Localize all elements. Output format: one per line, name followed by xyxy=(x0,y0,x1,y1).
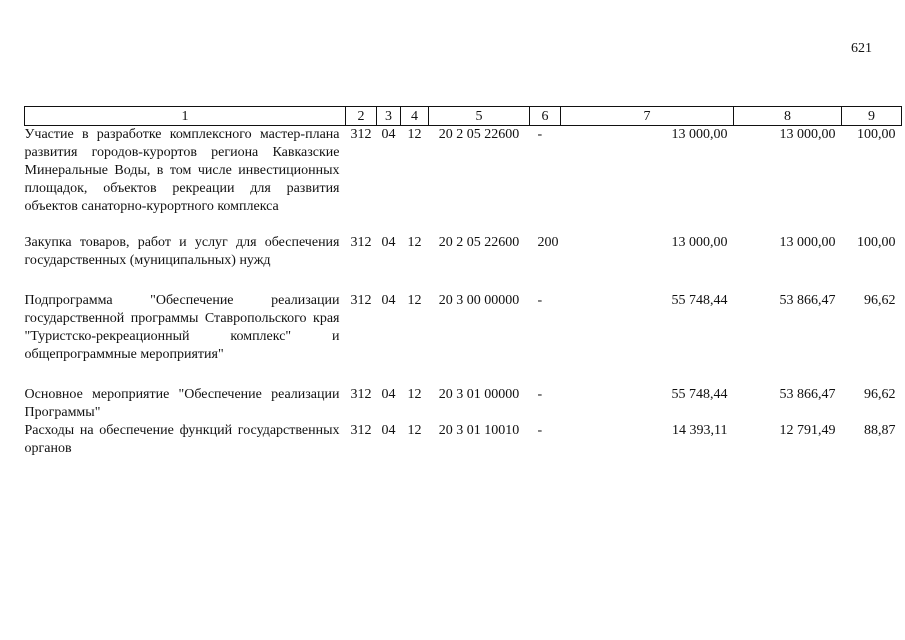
cell-c5: 20 2 05 22600 xyxy=(438,127,520,142)
cell-c8: 13 000,00 xyxy=(779,235,836,250)
row-name: Закупка товаров, работ и услуг для обеспечения государственных (муниципальных) нужд xyxy=(24,235,340,268)
page-number: 621 xyxy=(851,41,872,56)
cell-c7: 55 748,44 xyxy=(671,387,728,402)
cell-c2: 312 xyxy=(350,127,372,142)
cell-c4: 12 xyxy=(407,127,422,142)
header-row xyxy=(25,107,902,126)
cell-c7: 13 000,00 xyxy=(671,235,728,250)
column-header: 6 xyxy=(530,107,561,126)
column-header: 4 xyxy=(401,107,429,126)
table-row xyxy=(25,234,902,270)
cell-c3: 04 xyxy=(381,235,396,250)
row-name: Основное мероприятие "Обеспечение реализации Программы" xyxy=(24,387,340,420)
cell-c9: 100,00 xyxy=(857,127,896,142)
cell-c4: 12 xyxy=(407,423,422,438)
cell-c7: 13 000,00 xyxy=(671,127,728,142)
cell-c9: 100,00 xyxy=(857,235,896,250)
column-header: 1 xyxy=(25,107,346,126)
cell-c3: 04 xyxy=(381,423,396,438)
cell-c4: 12 xyxy=(407,293,422,308)
cell-c3: 04 xyxy=(381,293,396,308)
cell-c6: - xyxy=(537,387,543,402)
cell-c9: 88,87 xyxy=(864,423,896,438)
column-header: 9 xyxy=(842,107,902,126)
cell-c6: - xyxy=(537,127,543,142)
budget-table xyxy=(24,106,902,458)
row-spacer xyxy=(25,270,902,292)
cell-c8: 53 866,47 xyxy=(779,293,836,308)
cell-c8: 13 000,00 xyxy=(779,127,836,142)
table-row xyxy=(25,386,902,422)
row-name: Расходы на обеспечение функций государственных органов xyxy=(24,423,340,456)
table-row xyxy=(25,292,902,364)
cell-c2: 312 xyxy=(350,387,372,402)
row-name: Участие в разработке комплексного мастер-плана развития городов-курортов региона Кавказские Минеральные Воды, в том числе инвестиционных площадок, объектов рекреации для развития объектов санаторно-курортного комплекса xyxy=(24,127,340,214)
cell-c4: 12 xyxy=(407,387,422,402)
table-row xyxy=(25,126,902,217)
cell-c6: - xyxy=(537,423,543,438)
cell-c6: 200 xyxy=(537,235,559,250)
cell-c8: 53 866,47 xyxy=(779,387,836,402)
cell-c3: 04 xyxy=(381,127,396,142)
row-spacer xyxy=(25,364,902,386)
cell-c2: 312 xyxy=(350,423,372,438)
cell-c6: - xyxy=(537,293,543,308)
column-header: 8 xyxy=(734,107,842,126)
cell-c5: 20 3 00 00000 xyxy=(438,293,520,308)
table-row xyxy=(25,422,902,458)
cell-c7: 14 393,11 xyxy=(672,423,728,438)
column-header: 3 xyxy=(377,107,401,126)
row-spacer xyxy=(25,216,902,234)
column-header: 5 xyxy=(429,107,530,126)
cell-c9: 96,62 xyxy=(864,387,896,402)
row-name: Подпрограмма "Обеспечение реализации государственной программы Ставропольского края "Туристско-рекреационный комплекс" и общепрограммные мероприятия" xyxy=(24,293,340,362)
cell-c2: 312 xyxy=(350,293,372,308)
cell-c2: 312 xyxy=(350,235,372,250)
cell-c5: 20 2 05 22600 xyxy=(438,235,520,250)
cell-c5: 20 3 01 00000 xyxy=(438,387,520,402)
cell-c5: 20 3 01 10010 xyxy=(438,423,520,438)
cell-c9: 96,62 xyxy=(864,293,896,308)
cell-c3: 04 xyxy=(381,387,396,402)
cell-c7: 55 748,44 xyxy=(671,293,728,308)
cell-c4: 12 xyxy=(407,235,422,250)
cell-c8: 12 791,49 xyxy=(779,423,836,438)
column-header: 2 xyxy=(346,107,377,126)
column-header: 7 xyxy=(561,107,734,126)
